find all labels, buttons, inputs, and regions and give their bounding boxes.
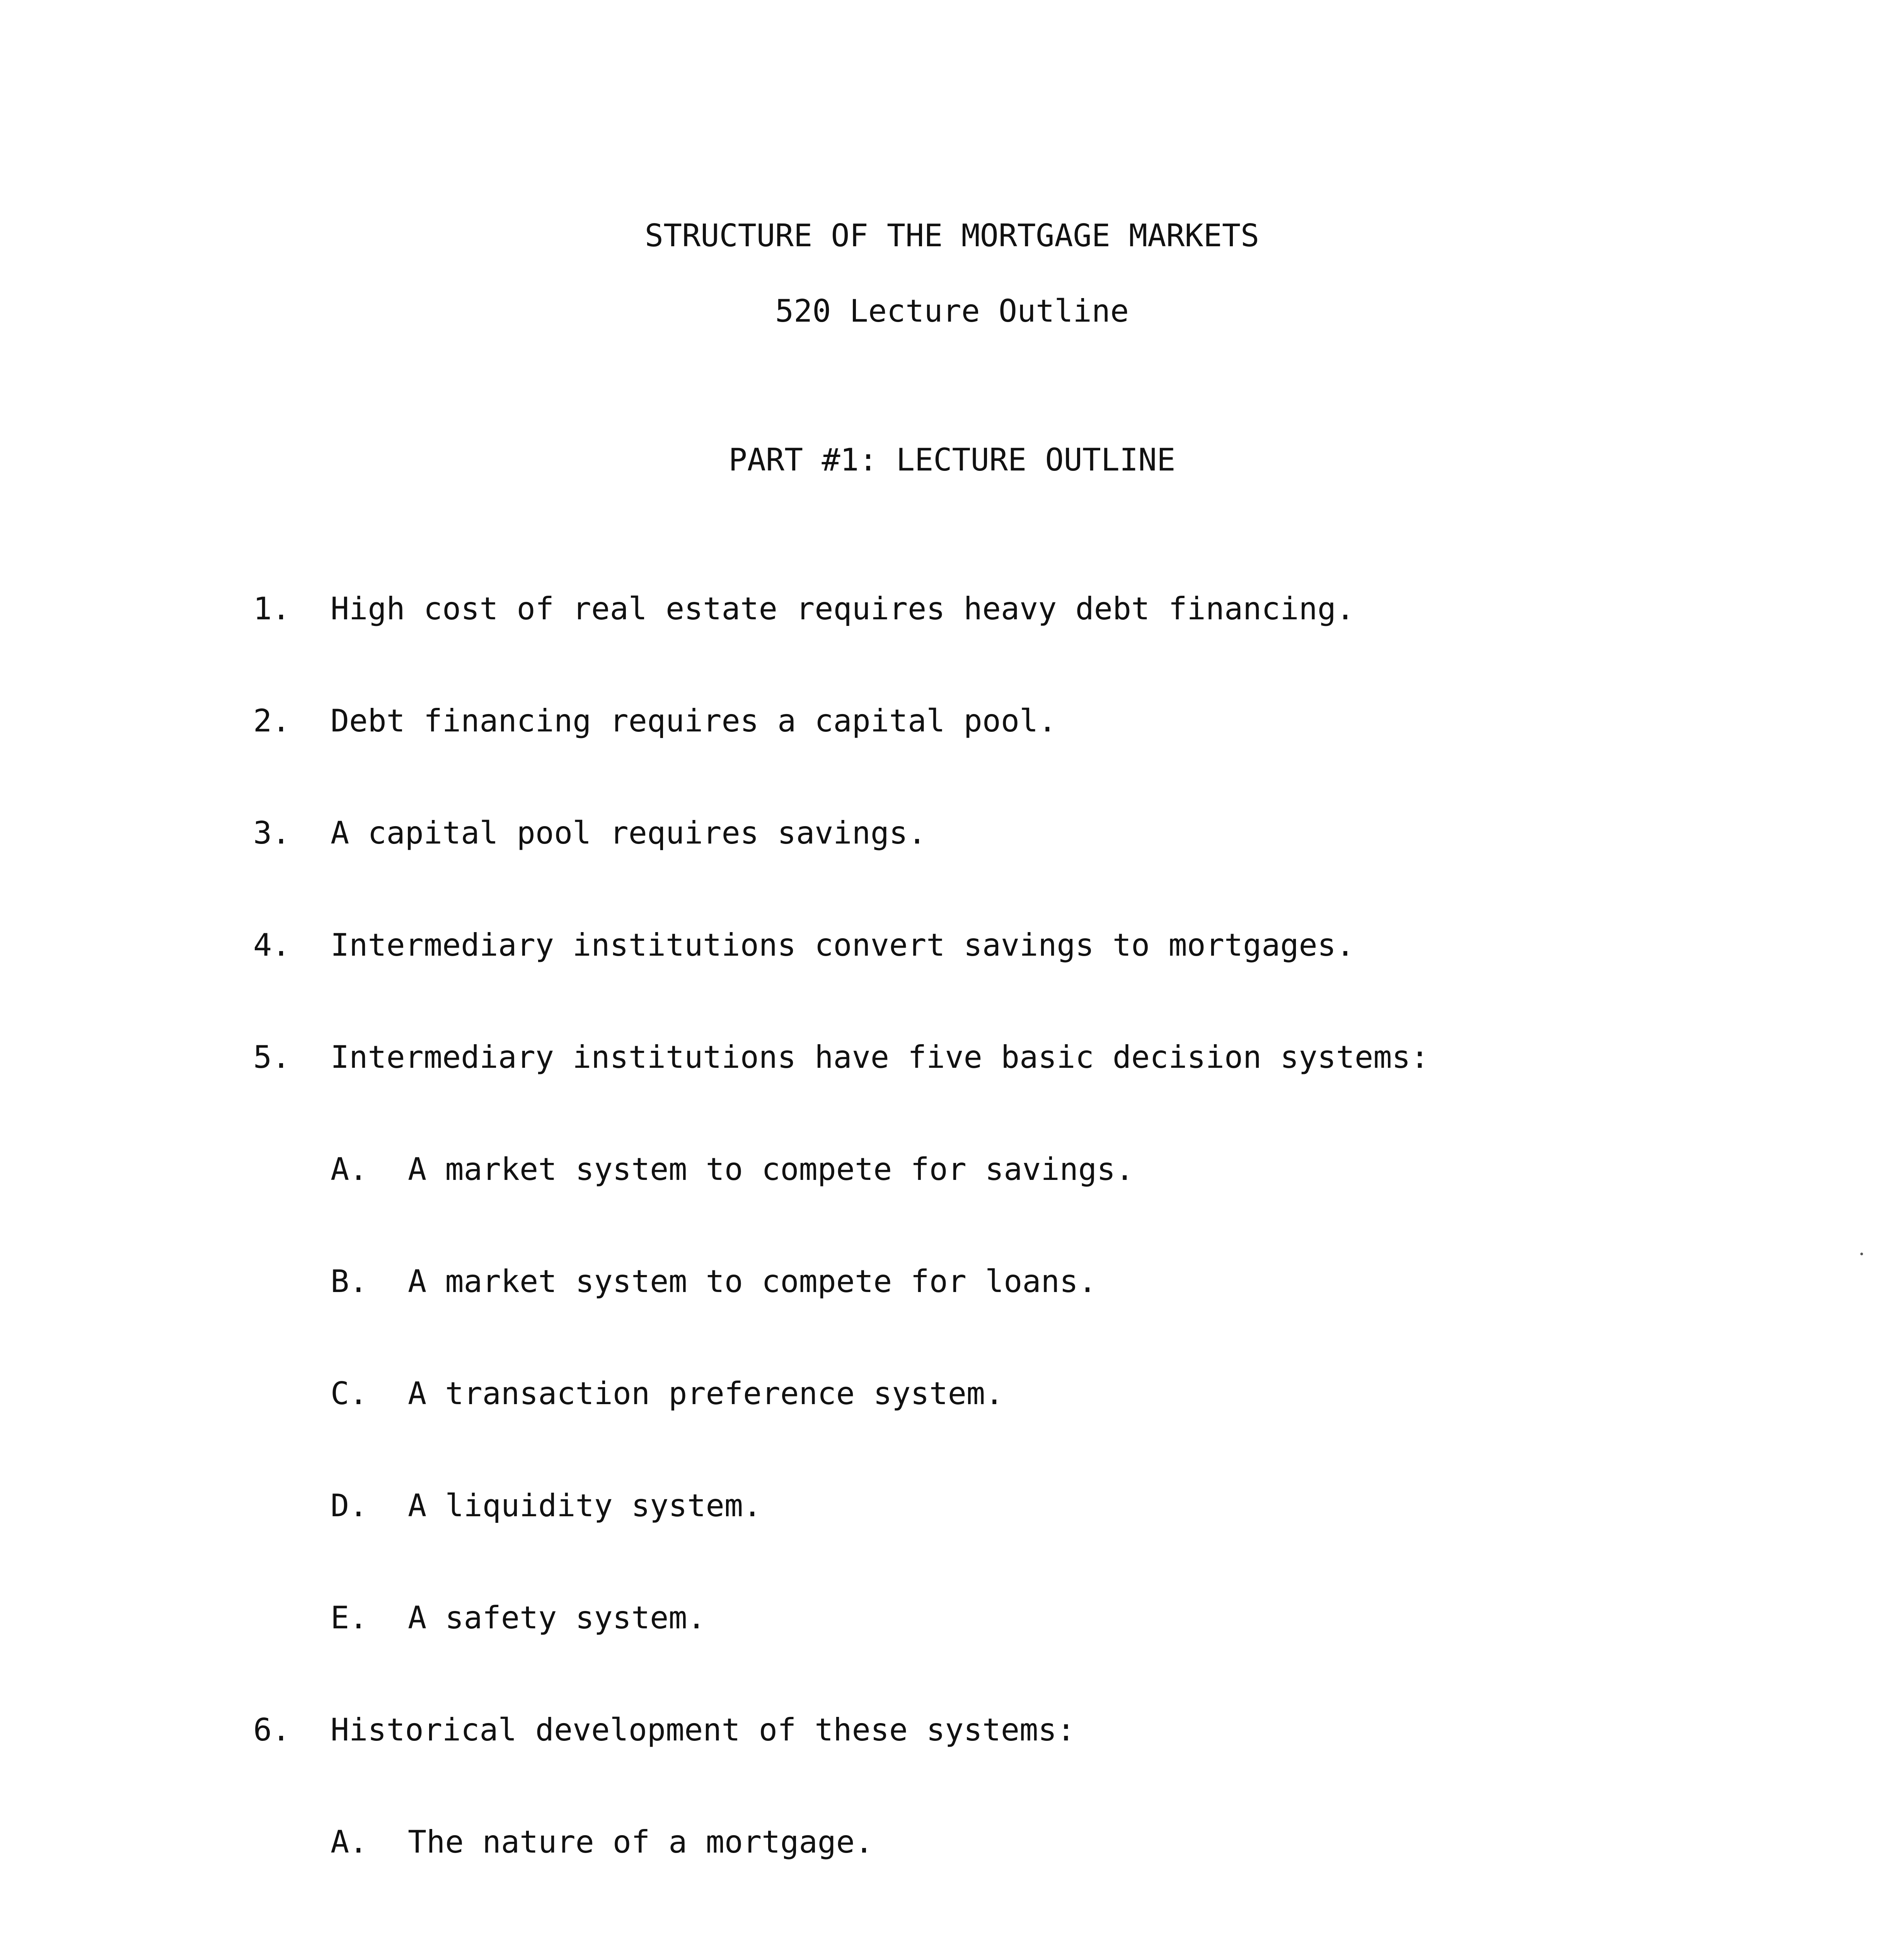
- outline-subitem-letter: C.: [331, 1376, 368, 1411]
- outline-subitem-text: A safety system.: [408, 1600, 706, 1636]
- outline-item-number: 1.: [253, 591, 291, 627]
- outline-subitem-letter: B.: [331, 1263, 368, 1299]
- outline-item-number: 2.: [253, 703, 291, 739]
- outline-item-text: Historical development of these systems:: [331, 1712, 1076, 1748]
- part-heading: PART #1: LECTURE OUTLINE: [728, 442, 1176, 478]
- outline-subitem-text: A market system to compete for loans.: [408, 1263, 1097, 1299]
- outline-subitem-letter: D.: [331, 1488, 368, 1524]
- outline-item-text: A capital pool requires savings.: [331, 815, 927, 851]
- outline-item-text: Intermediary institutions convert savings to mortgages.: [331, 927, 1355, 963]
- scan-speck: [1860, 1253, 1863, 1255]
- outline-subitem-text: The nature of a mortgage.: [408, 1824, 874, 1860]
- outline-subitem-letter: E.: [331, 1600, 368, 1636]
- outline-item-number: 3.: [253, 815, 291, 851]
- document-title: STRUCTURE OF THE MORTGAGE MARKETS: [644, 218, 1260, 254]
- outline-subitem-text: A liquidity system.: [408, 1488, 762, 1524]
- outline-item-text: Debt financing requires a capital pool.: [331, 703, 1057, 739]
- outline-item-number: 5.: [253, 1039, 291, 1075]
- outline-subitem-letter: A.: [331, 1824, 368, 1860]
- outline-item-text: Intermediary institutions have five basic decision systems:: [331, 1039, 1429, 1075]
- outline-subitem-letter: A.: [331, 1151, 368, 1187]
- outline-item-number: 6.: [253, 1712, 291, 1748]
- outline-subitem-text: A transaction preference system.: [408, 1376, 1004, 1411]
- outline-item-number: 4.: [253, 927, 291, 963]
- outline-item-text: High cost of real estate requires heavy debt financing.: [331, 591, 1355, 627]
- outline-subitem-text: A market system to compete for savings.: [408, 1151, 1134, 1187]
- document-subtitle: 520 Lecture Outline: [775, 293, 1129, 329]
